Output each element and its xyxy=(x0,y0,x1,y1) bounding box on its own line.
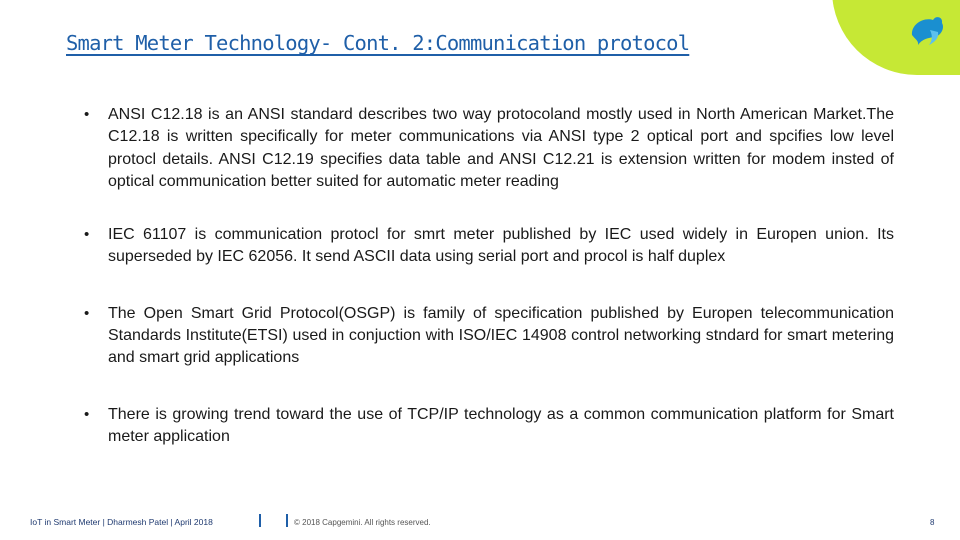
bullet-text: IEC 61107 is communication protocl for smrt meter published by IEC used widely in Europen union. Its superseded by IEC 62056. It send ASCII data using serial port and procol is half duplex xyxy=(108,226,894,266)
bullet-text: There is growing trend toward the use of TCP/IP technology as a common communication platform for Smart meter application xyxy=(108,405,894,445)
slide-title: Smart Meter Technology- Cont. 2:Communication protocol xyxy=(66,31,690,55)
bullet-item xyxy=(84,303,894,370)
page-number: 8 xyxy=(930,518,935,527)
bullet-marker: • xyxy=(84,405,90,423)
footer-divider xyxy=(259,514,261,527)
bullet-marker: • xyxy=(84,226,90,244)
bullet-item xyxy=(84,104,894,193)
footer-copyright: © 2018 Capgemini. All rights reserved. xyxy=(294,518,431,527)
capgemini-spade-icon xyxy=(908,14,946,48)
bullet-list xyxy=(84,104,894,448)
bullet-text: ANSI C12.18 is an ANSI standard describes two way protocoland mostly used in North American Market.The C12.18 is written specifically for meter communications via ANSI type 2 optical port and spcifies low level protocl details. ANSI C12.19 specifies data table and ANSI C12.21 is extension written for modem insted of optical communication better suited for automatic meter reading xyxy=(108,106,894,190)
bullet-marker: • xyxy=(84,106,90,123)
footer-presentation-info: IoT in Smart Meter | Dharmesh Patel | April 2018 xyxy=(30,517,213,527)
bullet-marker: • xyxy=(84,304,90,322)
bullet-text: The Open Smart Grid Protocol(OSGP) is family of specification published by Europen telecommunication Standards Institute(ETSI) used in conjuction with ISO/IEC 14908 control networking stndard for smart metering and smart grid applications xyxy=(108,304,894,367)
bullet-item xyxy=(84,224,894,269)
footer-divider xyxy=(286,514,288,527)
bullet-item xyxy=(84,404,894,449)
